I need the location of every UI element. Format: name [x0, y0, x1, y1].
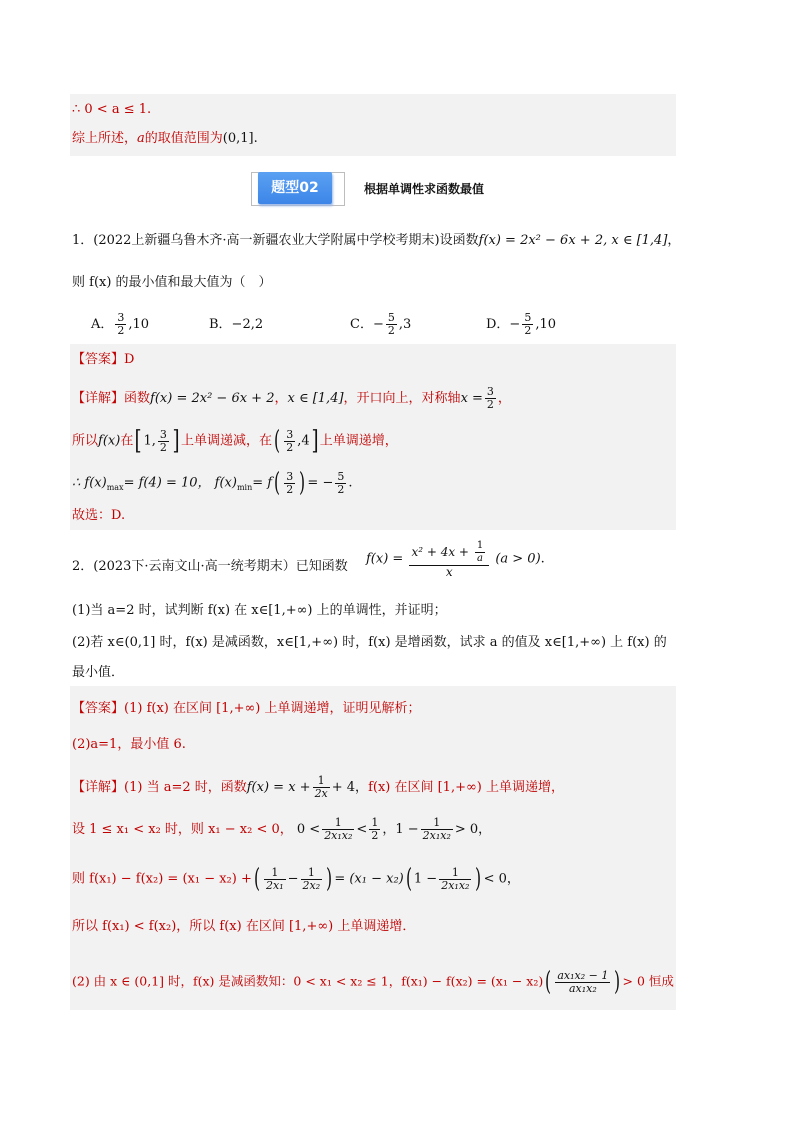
q1-option-d: D．− $\frac{5}{2}$ ,10 — [486, 311, 557, 337]
q2-part-2: (2)若 x∈(0,1] 时，f(x) 是减函数，x∈[1,+∞) 时，f(x) 是增函数，试求 a 的值及 x∈[1,+∞) 上 f(x) 的 — [72, 635, 667, 650]
q2-detail-2: 设 1 ≤ x₁ < x₂ 时，则 x₁ − x₂ < 0， 0 < $\frac{1}{\text{2x₁x₂}}$ < $\frac{1}{2}$ ，1 − $\frac{1}{\text{2x₁x₂}}$ > 0， — [72, 816, 492, 842]
q2-answer-block — [70, 686, 676, 1010]
q2-detail-4: 所以 f(x₁) < f(x₂)，所以 f(x) 在区间 [1,+∞) 上单调递增． — [72, 919, 416, 934]
q2-part-2b: 最小值． — [72, 665, 125, 680]
q2-detail-3: 则 f(x₁) − f(x₂) = (x₁ − x₂) +( $\frac{1}{\text{2x₁}}$ − $\frac{1}{\text{2x₂}}$ ) = (x₁ − x₂)( 1 − $\frac{1}{\text{2x₁x₂}}$ ) < 0， — [72, 864, 520, 894]
section-badge: 题型02 — [258, 172, 332, 204]
q2-function: f(x) = x² + 4x + $\frac{1}{a}$ x (a > 0). — [366, 540, 545, 579]
section-title: 根据单调性求函数最值 — [364, 182, 485, 196]
q2-detail-5: (2) 由 x ∈ (0,1] 时，f(x) 是减函数知：0 < x₁ < x₂ ≤ 1，f(x₁) − f(x₂) = (x₁ − x₂)( $\frac{\text{ax₁x₂ − 1}}{\text{ax₁x₂}}$ ) > 0 恒成 — [72, 967, 674, 997]
q1-detail-3: ∴ $f(x)_{max}= f(4) = 10$， $f(x)_{min}= f$( $\frac{3}{2}$ ) = − $\frac{5}{2}$ . — [72, 468, 353, 498]
q1-answer: 【答案】D — [72, 352, 135, 367]
q2-part-1: (1)当 a=2 时，试判断 f(x) 在 x∈[1,+∞) 上的单调性，并证明； — [72, 603, 447, 618]
q1-option-a: A． $\frac{3}{2}$ ,10 — [91, 311, 150, 337]
q1-stem-2: 则 f(x) 的最小值和最大值为（ ） — [72, 275, 272, 290]
q1-option-b: B．−2,2 — [209, 317, 264, 332]
q2-answer-1: 【答案】(1) f(x) 在区间 [1,+∞) 上单调递增，证明见解析； — [72, 701, 421, 716]
q2-stem: 2．(2023下·云南文山·高一统考期末）已知函数 — [72, 559, 348, 574]
q1-conclusion: 故选：D. — [72, 508, 126, 523]
q1-detail-1: 【详解】函数f(x) = 2x² − 6x + 2，x ∈ [1,4]，开口向上，对称轴x = $\frac{3}{2}$ ， — [72, 385, 511, 411]
q1-detail-2: 所以f(x)在[ 1, $\frac{3}{2}$ ] 上单调递减，在( $\frac{3}{2}$ ,4] 上单调递增， — [72, 426, 398, 456]
q1-stem: 1．(2022上新疆乌鲁木齐·高一新疆农业大学附属中学校考期末)设函数f(x) = 2x² − 6x + 2, x ∈ [1,4]， — [72, 233, 681, 248]
prev-line-2: 综上所述，a的取值范围为(0,1]. — [72, 131, 258, 146]
q1-option-c: C．− $\frac{5}{2}$ ,3 — [350, 311, 412, 337]
q2-answer-2: (2)a=1，最小值 6. — [72, 737, 186, 752]
q2-detail-1: 【详解】(1) 当 a=2 时，函数f(x) = x + $\frac{1}{2x}$ + 4，f(x) 在区间 [1,+∞) 上单调递增， — [72, 774, 565, 800]
prev-line-1: ∴ 0 < a ≤ 1. — [72, 102, 152, 117]
